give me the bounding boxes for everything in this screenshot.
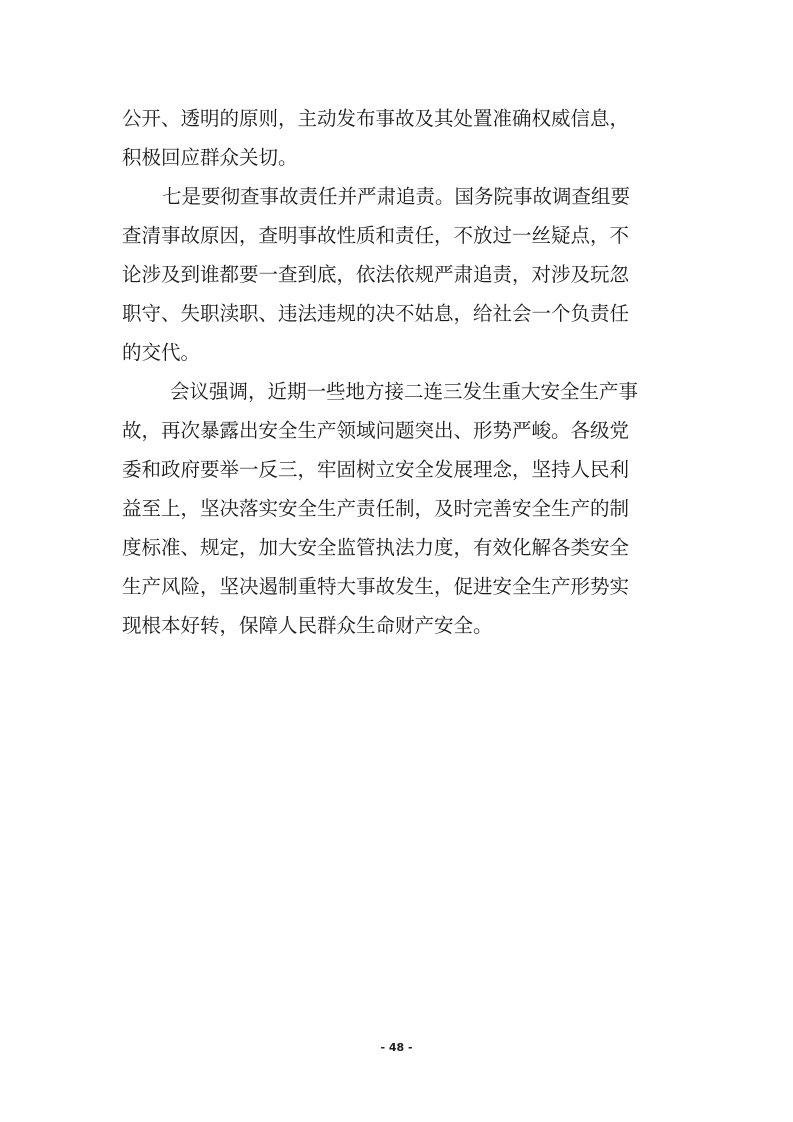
text-line-4: 查清事故原因，查明事故性质和责任，不放过一丝疑点，不	[122, 224, 630, 247]
text-line-9: 故，再次暴露出安全生产领域问题突出、形势严峻。各级党	[122, 419, 630, 442]
text-line-2: 积极回应群众关切。	[122, 146, 298, 169]
text-line-1: 公开、透明的原则，主动发布事故及其处置准确权威信息，	[122, 107, 630, 130]
page-number: - 48 -	[380, 1041, 413, 1054]
text-line-12: 度标准、规定，加大安全监管执法力度，有效化解各类安全	[122, 536, 630, 559]
text-line-5: 论涉及到谁都要一查到底，依法依规严肃追责，对涉及玩忽	[122, 263, 630, 286]
text-line-3: 七是要彻查事故责任并严肃追责。国务院事故调查组要	[162, 185, 631, 208]
text-line-14: 现根本好转，保障人民群众生命财产安全。	[122, 614, 493, 637]
text-line-7: 的交代。	[122, 341, 201, 364]
body-text	[122, 99, 682, 645]
text-line-6: 职守、失职渎职、违法违规的决不姑息，给社会一个负责任	[122, 302, 630, 325]
text-line-10: 委和政府要举一反三，牢固树立安全发展理念，坚持人民利	[122, 458, 630, 481]
text-line-13: 生产风险，坚决遏制重特大事故发生，促进安全生产形势实	[122, 575, 630, 598]
text-line-11: 益至上，坚决落实安全生产责任制，及时完善安全生产的制	[122, 497, 630, 520]
text-line-8: 会议强调，近期一些地方接二连三发生重大安全生产事	[170, 380, 639, 403]
